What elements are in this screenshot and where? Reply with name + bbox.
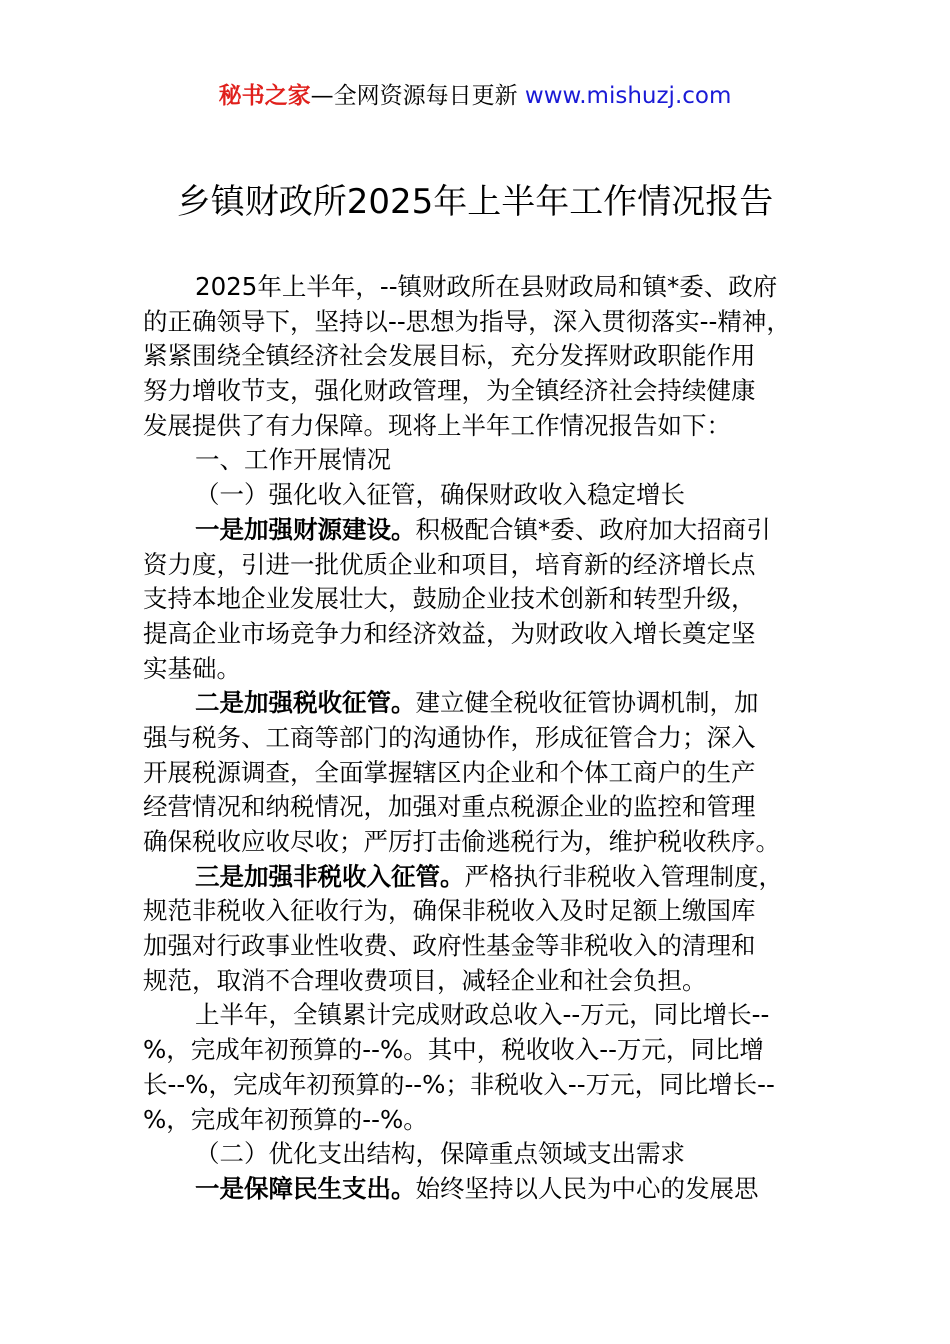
text-line (143, 825, 813, 860)
text-line (143, 964, 813, 999)
line-text: 规范非税收入征收行为，确保非税收入及时足额上缴国库 (143, 896, 756, 926)
bold-lead-phrase: 三是加强非税收入征管。 (195, 861, 465, 891)
text-line (143, 409, 813, 444)
line-text: 开展税源调查，全面掌握辖区内企业和个体工商户的生产 (143, 757, 756, 787)
bold-lead-phrase: 一是加强财源建设。 (195, 514, 416, 544)
line-text: 确保税收应收尽收；严厉打击偷逃税行为，维护税收秩序。 (143, 827, 780, 856)
line-text: 长--%，完成年初预算的--%；非税收入--万元，同比增长-- (143, 1069, 775, 1099)
site-header (0, 80, 950, 112)
text-line (143, 1103, 813, 1138)
text-line (143, 721, 813, 756)
line-text: 紧紧围绕全镇经济社会发展目标，充分发挥财政职能作用 (143, 341, 756, 371)
line-text: 建立健全税收征管协调机制，加 (415, 688, 759, 718)
text-line (143, 652, 813, 687)
text-line (143, 1033, 813, 1068)
document-title: 乡镇财政所2025年上半年工作情况报告 (176, 182, 774, 222)
text-line (143, 513, 813, 548)
line-text: （二）优化支出结构，保障重点领域支出需求 (195, 1139, 685, 1169)
text-line (143, 1137, 813, 1172)
line-text: 上半年，全镇累计完成财政总收入--万元，同比增长-- (195, 1000, 770, 1030)
line-text: 资力度，引进一批优质企业和项目，培育新的经济增长点 (143, 549, 756, 579)
text-line (143, 860, 813, 895)
line-text: 的正确领导下，坚持以--思想为指导，深入贯彻落实--精神， (143, 306, 791, 336)
text-line (143, 270, 813, 305)
text-line (143, 305, 813, 340)
text-line (143, 929, 813, 964)
text-line (143, 548, 813, 583)
line-text: 2025年上半年，--镇财政所在县财政局和镇*委、政府 (195, 272, 778, 301)
text-line (143, 617, 813, 652)
bold-lead-phrase: 一是保障民生支出。 (195, 1173, 416, 1203)
text-line (143, 686, 813, 721)
line-text: 支持本地企业发展壮大，鼓励企业技术创新和转型升级， (143, 584, 756, 614)
text-line (143, 339, 813, 374)
line-text: 加强对行政事业性收费、政府性基金等非税收入的清理和 (143, 931, 756, 961)
line-text: %，完成年初预算的--%。 (143, 1104, 428, 1134)
line-text: 努力增收节支，强化财政管理，为全镇经济社会持续健康 (143, 376, 756, 406)
text-line (143, 478, 813, 513)
site-url-link[interactable]: www.mishuzj.com (524, 83, 732, 109)
line-text: 提高企业市场竞争力和经济效益，为财政收入增长奠定坚 (143, 618, 756, 648)
header-slogan: —全网资源每日更新 (310, 83, 525, 109)
line-text: 严格执行非税收入管理制度， (464, 861, 783, 891)
line-text: 一、工作开展情况 (195, 445, 391, 475)
document-body (143, 270, 813, 1207)
text-line (143, 582, 813, 617)
brand-name: 秘书之家 (218, 83, 311, 109)
text-line (143, 756, 813, 791)
line-text: （一）强化收入征管，确保财政收入稳定增长 (195, 480, 685, 510)
line-text: 强与税务、工商等部门的沟通协作，形成征管合力；深入 (143, 722, 756, 752)
line-text: 规范，取消不合理收费项目，减轻企业和社会负担。 (143, 965, 707, 995)
text-line (143, 374, 813, 409)
text-line (143, 894, 813, 929)
bold-lead-phrase: 二是加强税收征管。 (195, 688, 416, 718)
line-text: 始终坚持以人民为中心的发展思 (415, 1173, 759, 1203)
line-text: 实基础。 (143, 653, 241, 683)
text-line (143, 1172, 813, 1207)
text-line (143, 443, 813, 478)
line-text: 经营情况和纳税情况，加强对重点税源企业的监控和管理 (143, 792, 756, 822)
line-text: %，完成年初预算的--%。其中，税收收入--万元，同比增 (143, 1035, 764, 1065)
text-line (143, 1068, 813, 1103)
text-line (143, 790, 813, 825)
line-text: 积极配合镇*委、政府加大招商引 (415, 514, 771, 544)
text-line (143, 998, 813, 1033)
line-text: 发展提供了有力保障。现将上半年工作情况报告如下： (143, 410, 731, 440)
